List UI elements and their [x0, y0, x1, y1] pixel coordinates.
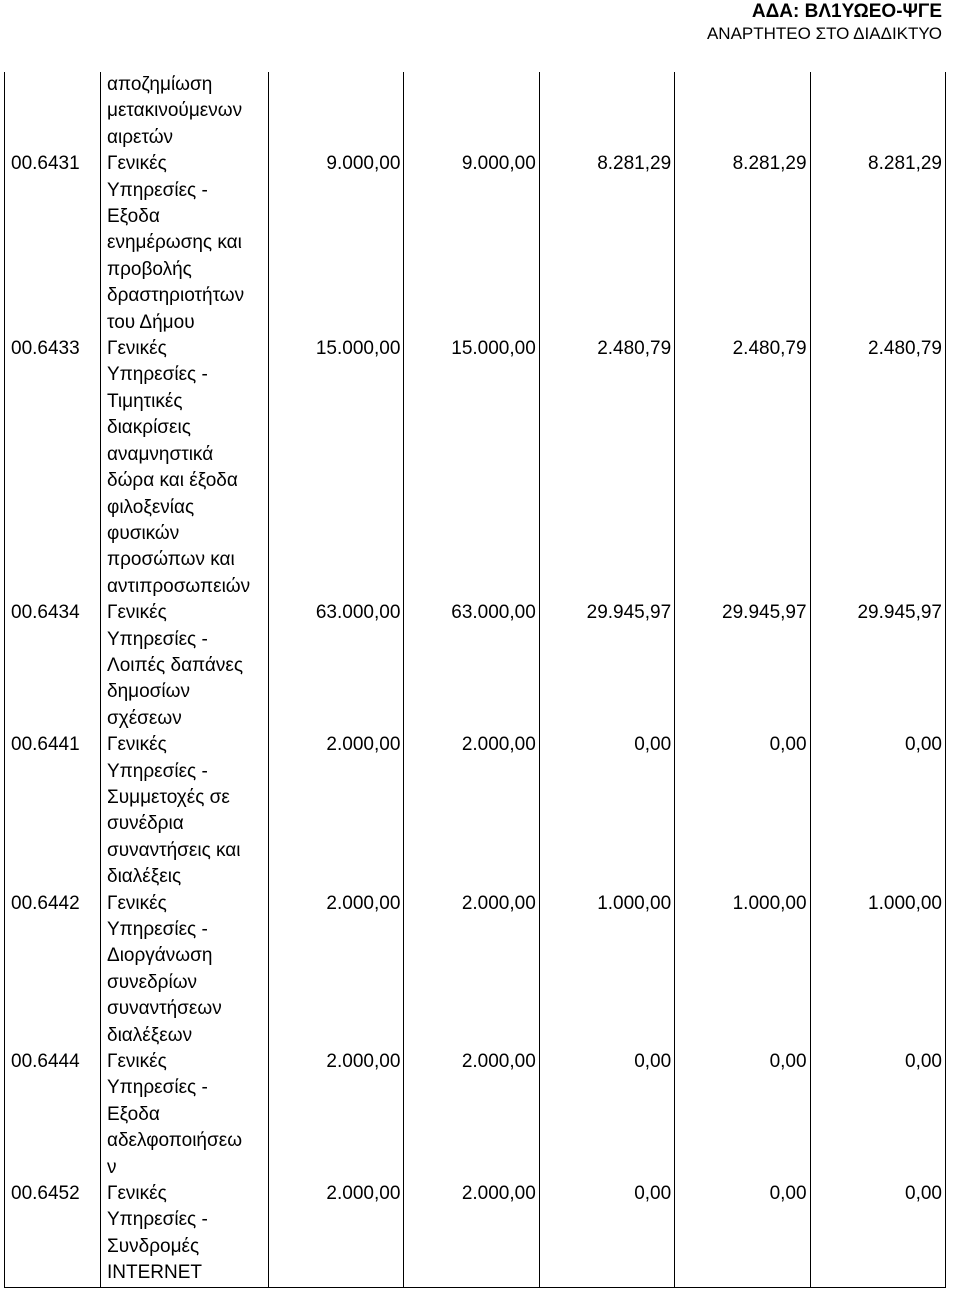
table-row [5, 1049, 946, 1181]
description-line: διακρίσεις [107, 417, 191, 439]
amount-col-2: 2.000,00 [404, 732, 539, 890]
account-description [101, 1181, 269, 1287]
description-line: ν [107, 1156, 117, 1178]
description-line: Γενικές [107, 1183, 167, 1205]
description-line: Γενικές [107, 153, 167, 175]
description-line: συναντήσεων [107, 998, 222, 1020]
account-description [101, 732, 269, 890]
description-line: Υπηρεσίες - [107, 760, 208, 782]
description-line: δώρα και έξοδα [107, 470, 238, 492]
description-line: συνέδρια [107, 813, 184, 835]
description-line: Συμμετοχές σε [107, 786, 230, 808]
description-line: δημοσίων [107, 681, 190, 703]
account-description [101, 336, 269, 600]
account-description [101, 72, 269, 151]
amount-col-1: 2.000,00 [269, 732, 404, 890]
description-line: φυσικών [107, 522, 180, 544]
amount-col-4: 1.000,00 [675, 891, 810, 1049]
amount-col-3: 2.480,79 [539, 336, 674, 600]
description-line: διαλέξεων [107, 1024, 193, 1046]
amount-col-5 [810, 72, 945, 151]
account-code: 00.6452 [5, 1181, 101, 1287]
description-line: Υπηρεσίες - [107, 364, 208, 386]
budget-table-body [5, 72, 946, 1287]
description-line: αιρετών [107, 126, 174, 148]
description-line: Λοιπές δαπάνες [107, 654, 244, 676]
amount-col-4 [675, 72, 810, 151]
description-line: Υπηρεσίες - [107, 1077, 208, 1099]
description-line: αναμνηστικά [107, 443, 214, 465]
description-line: Υπηρεσίες - [107, 179, 208, 201]
amount-col-4: 2.480,79 [675, 336, 810, 600]
account-code: 00.6433 [5, 336, 101, 600]
account-code: 00.6434 [5, 600, 101, 732]
description-line: αδελφοποιήσεω [107, 1130, 243, 1152]
description-line: συνεδρίων [107, 971, 198, 993]
account-description [101, 1049, 269, 1181]
account-description [101, 600, 269, 732]
amount-col-3 [539, 72, 674, 151]
description-line: φιλοξενίας [107, 496, 195, 518]
description-line: αποζημίωση [107, 74, 213, 95]
account-code: 00.6441 [5, 732, 101, 890]
account-description [101, 151, 269, 336]
account-code: 00.6442 [5, 891, 101, 1049]
description-line: σχέσεων [107, 707, 182, 729]
amount-col-5: 1.000,00 [810, 891, 945, 1049]
document-header [707, 0, 942, 45]
description-line: Γενικές [107, 338, 167, 360]
description-line: μετακινούμενων [107, 100, 243, 122]
description-line: Συνδρομές [107, 1235, 200, 1257]
amount-col-4: 8.281,29 [675, 151, 810, 336]
amount-col-5: 8.281,29 [810, 151, 945, 336]
description-line: διαλέξεις [107, 866, 182, 888]
description-line: Εξοδα [107, 206, 160, 228]
amount-col-1: 9.000,00 [269, 151, 404, 336]
amount-col-5: 0,00 [810, 1049, 945, 1181]
description-line: του Δήμου [107, 311, 195, 333]
amount-col-2 [404, 72, 539, 151]
description-line: Γενικές [107, 1051, 167, 1073]
description-line: ενημέρωσης και [107, 232, 242, 254]
table-row [5, 1181, 946, 1287]
amount-col-2: 2.000,00 [404, 891, 539, 1049]
description-line: προσώπων και [107, 549, 235, 571]
amount-col-5: 29.945,97 [810, 600, 945, 732]
amount-col-4: 0,00 [675, 732, 810, 890]
amount-col-5: 0,00 [810, 732, 945, 890]
description-line: Υπηρεσίες - [107, 628, 208, 650]
description-line: Διοργάνωση [107, 945, 213, 967]
description-line: Γενικές [107, 734, 167, 756]
account-code [5, 72, 101, 151]
description-line: INTERNET [107, 1262, 202, 1284]
table-row [5, 151, 946, 336]
amount-col-1: 2.000,00 [269, 891, 404, 1049]
description-line: Γενικές [107, 602, 167, 624]
amount-col-3: 1.000,00 [539, 891, 674, 1049]
budget-table [4, 72, 946, 1288]
description-line: συναντήσεις και [107, 839, 241, 861]
amount-col-3: 0,00 [539, 1181, 674, 1287]
amount-col-1: 15.000,00 [269, 336, 404, 600]
description-line: Τιμητικές [107, 390, 183, 412]
amount-col-4: 29.945,97 [675, 600, 810, 732]
amount-col-1: 63.000,00 [269, 600, 404, 732]
amount-col-3: 0,00 [539, 1049, 674, 1181]
amount-col-3: 29.945,97 [539, 600, 674, 732]
amount-col-5: 0,00 [810, 1181, 945, 1287]
table-row [5, 72, 946, 151]
amount-col-2: 63.000,00 [404, 600, 539, 732]
amount-col-1: 2.000,00 [269, 1181, 404, 1287]
description-line: προβολής [107, 258, 192, 280]
amount-col-3: 8.281,29 [539, 151, 674, 336]
amount-col-2: 9.000,00 [404, 151, 539, 336]
amount-col-3: 0,00 [539, 732, 674, 890]
description-line: Υπηρεσίες - [107, 1209, 208, 1231]
amount-col-2: 2.000,00 [404, 1049, 539, 1181]
amount-col-2: 15.000,00 [404, 336, 539, 600]
account-description [101, 891, 269, 1049]
description-line: Γενικές [107, 892, 167, 914]
description-line: Εξοδα [107, 1103, 160, 1125]
table-row [5, 891, 946, 1049]
description-line: δραστηριοτήτων [107, 285, 245, 307]
account-code: 00.6444 [5, 1049, 101, 1181]
table-row [5, 336, 946, 600]
posted-online-notice: ΑΝΑΡΤΗΤΕΟ ΣΤΟ ΔΙΑΔΙΚΤΥΟ [706, 24, 942, 43]
description-line: αντιπροσωπειών [107, 575, 251, 597]
amount-col-5: 2.480,79 [810, 336, 945, 600]
amount-col-4: 0,00 [675, 1049, 810, 1181]
ada-code: ΑΔΑ: ΒΛ1ΥΩΕΟ-ΨΓΕ [751, 1, 942, 22]
amount-col-1 [269, 72, 404, 151]
amount-col-4: 0,00 [675, 1181, 810, 1287]
amount-col-1: 2.000,00 [269, 1049, 404, 1181]
description-line: Υπηρεσίες - [107, 919, 208, 940]
amount-col-2: 2.000,00 [404, 1181, 539, 1287]
table-row [5, 600, 946, 732]
account-code: 00.6431 [5, 151, 101, 336]
table-row [5, 732, 946, 890]
